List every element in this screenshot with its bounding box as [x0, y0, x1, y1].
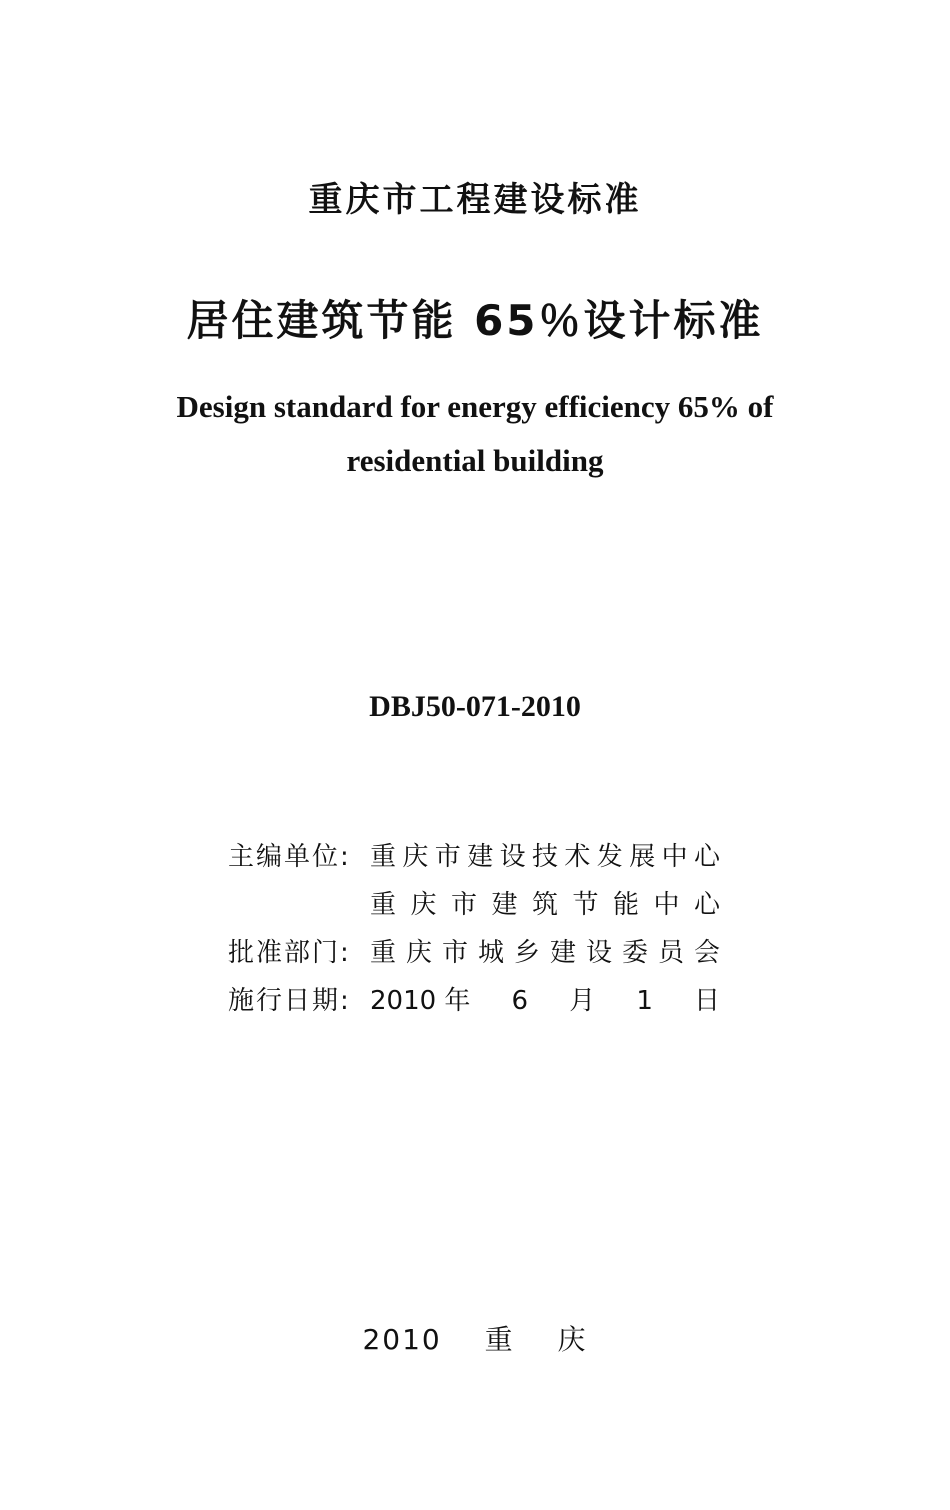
editor-label: 主编单位:: [228, 842, 351, 872]
footer-city-2: 庆: [557, 1323, 588, 1356]
date-year: 2010 年: [370, 986, 471, 1016]
date-row: [228, 977, 720, 1025]
approver: 重庆市城乡建设委员会: [370, 938, 720, 968]
english-title-line-2: residential building: [346, 443, 604, 478]
date-month-num: 6: [511, 986, 529, 1016]
footer-city-1: 重: [484, 1323, 515, 1356]
standard-code: DBJ50-071-2010: [369, 690, 581, 723]
editor-2: 重庆市建筑节能中心: [370, 890, 720, 920]
english-title: [0, 380, 950, 488]
effective-date: [370, 977, 720, 1025]
footer-year: 2010: [362, 1323, 442, 1356]
approver-label: 批准部门:: [228, 938, 351, 968]
publication-info: [228, 833, 720, 1025]
approver-row: [228, 929, 720, 977]
date-day-num: 1: [636, 986, 653, 1016]
editor-row-2: [228, 881, 720, 929]
series-title: 重庆市工程建设标准: [308, 180, 642, 220]
date-month: 月: [569, 986, 596, 1016]
english-title-line-1: Design standard for energy efficiency 65% of: [176, 389, 774, 424]
chinese-title: 居住建筑节能 65％设计标准: [186, 296, 764, 345]
date-label: 施行日期:: [228, 986, 351, 1016]
editor-1: 重庆市建设技术发展中心: [370, 842, 720, 872]
footer-imprint: [0, 1318, 950, 1358]
date-day: 日: [693, 986, 720, 1016]
editor-row: [228, 833, 720, 881]
